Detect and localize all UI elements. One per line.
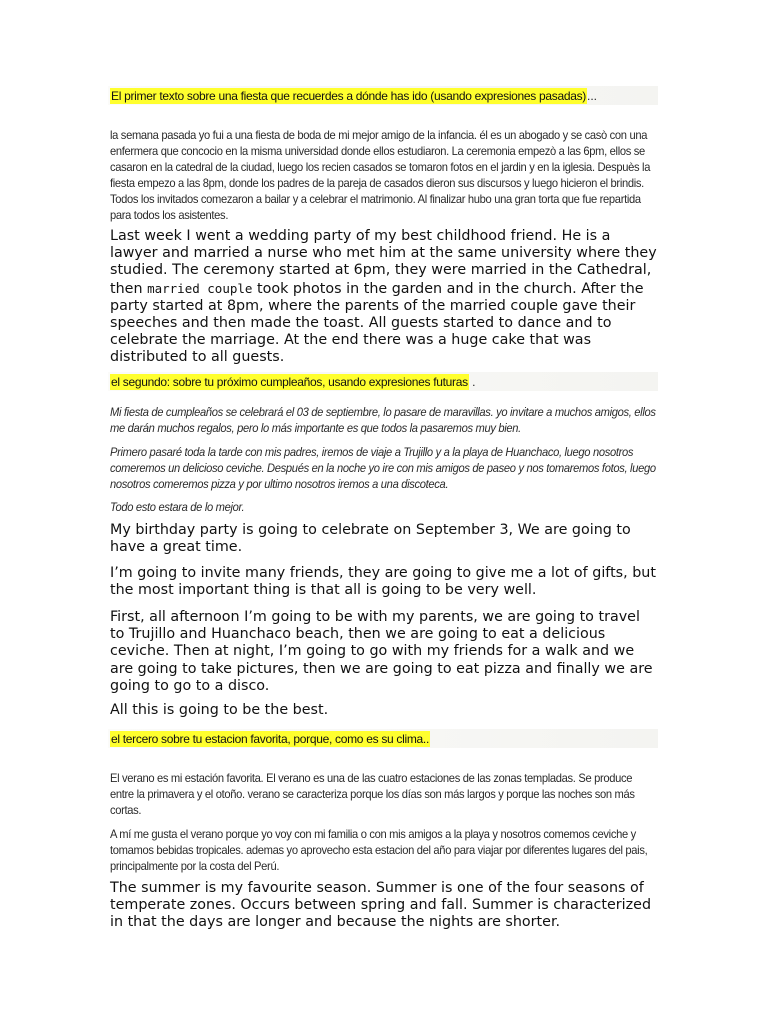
english-paragraph-season: The summer is my favourite season. Summer is one of the four seasons of temperate zones. Occurs between spring and fall. Summer is characterized in that the days are longer and because the nights are shorter. <box>110 880 652 931</box>
heading-favorite-season: el tercero sobre tu estacion favorita, porque, como es su clima.. <box>111 732 429 746</box>
spanish-paragraph-wedding: la semana pasada yo fui a una fiesta de boda de mi mejor amigo de la infancia. él es un abogado y se casò con una enfermera que concocio en la misma universidad donde ellos estudiaron. La ceremonia empezò a las 6pm, ellos se casaron en la catedral de la ciudad, luego los recien casados se tomaron fotos en el jardin y en la iglesia. Despuès la fiesta empezo a las 8pm, donde los padres de la pareja de casados dieron sus discursos y luego hicieron el brindis. Todos los invitados comezaron a bailar y a celebrar el matrimonio. Al finalizar hubo una gran torta que fue repartida para todos los asistentes. <box>110 128 651 222</box>
english-paragraph-birthday-1: My birthday party is going to celebrate on September 3, We are going to have a great time. <box>110 522 631 556</box>
heading-past-party: El primer texto sobre una fiesta que recuerdes a dónde has ido (usando expresiones pasadas) <box>111 89 587 103</box>
spanish-paragraph-birthday-1: Mi fiesta de cumpleaños se celebrará el 03 de septiembre, lo pasare de maravillas. yo invitare a muchos amigos, ellos me darán muchos regalos, pero lo más importante es que todos la pasaremos muy bien. <box>110 405 656 435</box>
english-paragraph-birthday-4: All this is going to be the best. <box>110 702 329 718</box>
english-paragraph-birthday-2: I’m going to invite many friends, they are going to give me a lot of gifts, but the most important thing is that all is going to be very well. <box>110 565 656 599</box>
spanish-paragraph-birthday-3: Todo esto estara de lo mejor. <box>110 500 245 514</box>
english-paragraph-birthday-3: First, all afternoon I’m going to be with my parents, we are going to travel to Trujillo and Huanchaco beach, then we are going to eat a delicious ceviche. Then at night, I’m going to go with my friends for a walk and we are going to take pictures, then we are going to eat pizza and finally we are going to go to a disco. <box>110 609 653 694</box>
english-paragraph-wedding: Last week I went a wedding party of my best childhood friend. He is a lawyer and married a nurse who met him at the same university where they studied. The ceremony started at 6pm, they were married in the Cathedral, then married couple took photos in the garden and in the church. After the party started at 8pm, where the parents of the married couple gave their speeches and then made the toast. All guests started to dance and to celebrate the marriage. At the end there was a huge cake that was distributed to all guests. <box>110 228 657 366</box>
heading-row-2 <box>108 372 658 391</box>
spanish-paragraph-season-1: El verano es mi estación favorita. El verano es una de las cuatro estaciones de las zonas templadas. Se produce entre la primavera y el otoño. verano se caracteriza porque los días son más largos y porque las noches son más cortas. <box>110 771 635 817</box>
heading-tail: . <box>468 375 476 389</box>
heading-tail: ... <box>587 89 598 103</box>
spanish-paragraph-season-2: A mí me gusta el verano porque yo voy con mi familia o con mis amigos a la playa y nosotros comemos ceviche y tomamos bebidas tropicales. ademas yo aprovecho esta estacion del año para viajar por diferentes lugares del pais, principalmente por la costa del Perú. <box>110 827 648 873</box>
married-couple-phrase: married couple <box>147 280 253 296</box>
heading-row-1 <box>108 86 658 105</box>
heading-row-3 <box>108 729 658 748</box>
spanish-paragraph-birthday-2: Primero pasaré toda la tarde con mis padres, iremos de viaje a Trujillo y a la playa de Huanchaco, luego nosotros comeremos un delicioso ceviche. Después en la noche yo ire con mis amigos de paseo y nos tomaremos fotos, luego nosotros comeremos pizza y por ultimo nosotros iremos a una discoteca. <box>110 445 656 491</box>
heading-future-birthday: el segundo: sobre tu próximo cumpleaños, usando expresiones futuras <box>111 375 468 389</box>
